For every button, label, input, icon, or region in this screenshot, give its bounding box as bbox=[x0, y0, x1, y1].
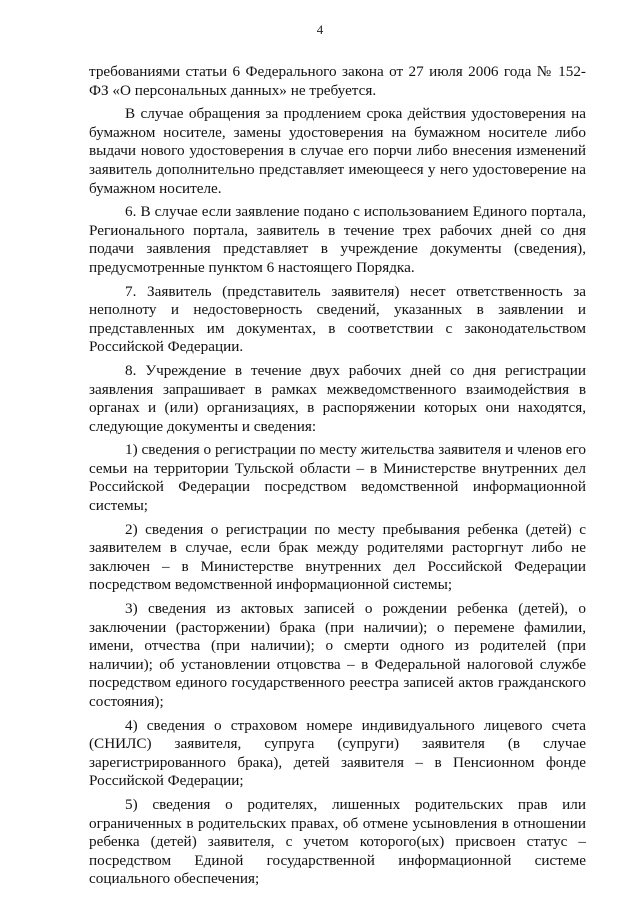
page-number: 4 bbox=[316, 22, 324, 37]
list-item-2: 2) сведения о регистрации по месту пребывания ребенка (детей) с заявителем в случае, если брак между родителями расторгнут либо не заключен – в Министерстве внутренних дел Российской Федерации посредством ведомственной информационной системы; bbox=[89, 520, 586, 594]
paragraph-item-7: 7. Заявитель (представитель заявителя) несет ответственность за неполноту и недостоверность сведений, указанных в заявлении и представленных им документах, в соответствии с законодательством Российской Федерации. bbox=[89, 282, 586, 356]
list-item-3: 3) сведения из актовых записей о рождении ребенка (детей), о заключении (расторжении) брака (при наличии); о перемене фамилии, имени, отчества (при наличии); о смерти одного из родителей (при наличии); об установлении отцовства – в Федеральной налоговой службе посредством единого государственного реестра записей актов гражданского состояния); bbox=[89, 600, 586, 710]
paragraph-item-8: 8. Учреждение в течение двух рабочих дней со дня регистрации заявления запрашивает в рамках межведомственного взаимодействия в органах и (или) организациях, в распоряжении которых они находятся, следующие документы и сведения: bbox=[89, 361, 586, 435]
body-text bbox=[89, 63, 586, 894]
list-item-5: 5) сведения о родителях, лишенных родительских прав или ограниченных в родительских правах, об отмене усыновления в отношении ребенка (детей) заявителя, с учетом которого(ых) присвоен статус – посредством Единой государственной информационной системе социального обеспечения; bbox=[89, 795, 586, 888]
list-item-4: 4) сведения о страховом номере индивидуального лицевого счета (СНИЛС) заявителя, супруга (супруги) заявителя (в случае зарегистрированного брака), детей заявителя – в Пенсионном фонде Российской Федерации; bbox=[89, 716, 586, 790]
paragraph-certificate-renewal: В случае обращения за продлением срока действия удостоверения на бумажном носителе, замены удостоверения на бумажном носителе либо выдачи нового удостоверения в случае его порчи либо внесения изменений заявитель дополнительно представляет имеющееся у него удостоверение на бумажном носителе. bbox=[89, 105, 586, 197]
paragraph-item-6: 6. В случае если заявление подано с использованием Единого портала, Регионального портала, заявитель в течение трех рабочих дней со дня подачи заявления представляет в учреждение документы (сведения), предусмотренные пунктом 6 настоящего Порядка. bbox=[89, 203, 586, 276]
paragraph-continuation: требованиями статьи 6 Федерального закона от 27 июля 2006 года № 152-ФЗ «О персональных данных» не требуется. bbox=[89, 63, 586, 99]
list-item-1: 1) сведения о регистрации по месту жительства заявителя и членов его семьи на территории Тульской области – в Министерстве внутренних дел Российской Федерации посредством ведомственной информационной системы; bbox=[89, 441, 586, 515]
